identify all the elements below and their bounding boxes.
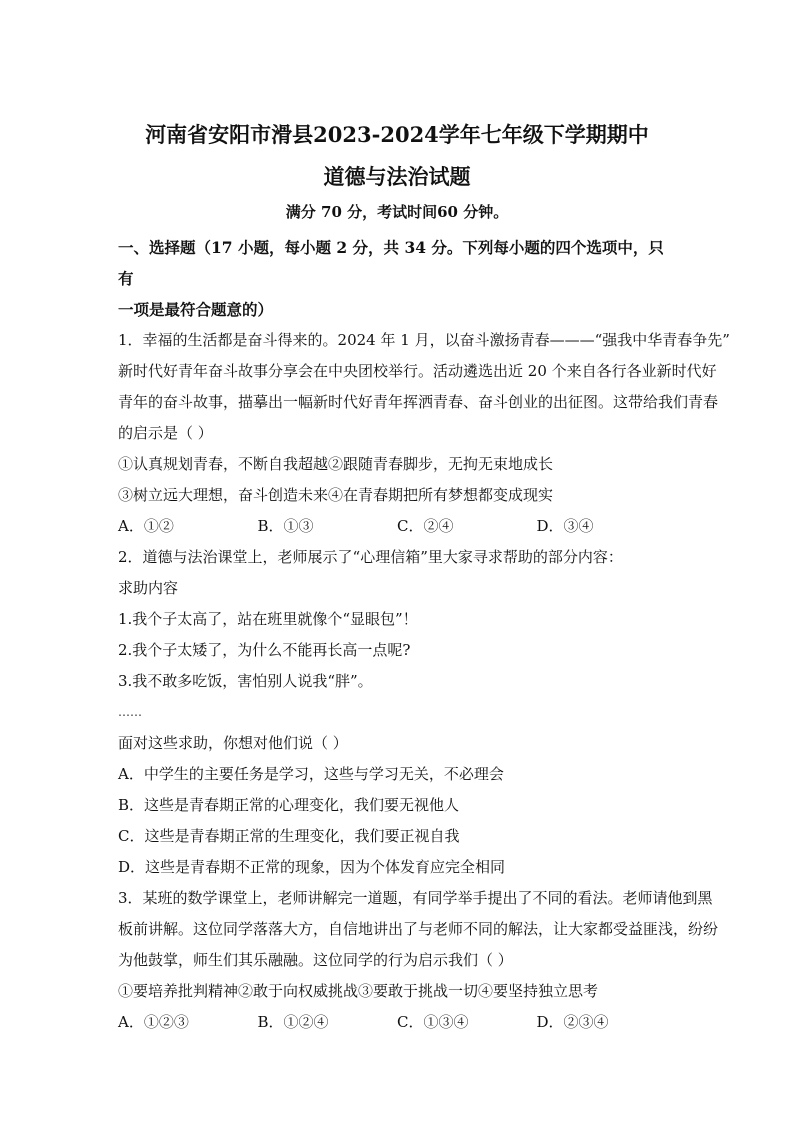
option-d: D．③④: [536, 517, 594, 535]
statement-line: ③树立远大理想，奋斗创造未来④在青春期把所有梦想都变成现实: [118, 486, 554, 504]
question-3: [118, 883, 719, 1038]
section-heading-line: 一、选择题（17 小题，每小题 2 分，共 34 分。下列每小题的四个选项中，只有: [118, 238, 664, 288]
question-stem-line: 的启示是（ ）: [118, 424, 213, 442]
question-stem-line: 青年的奋斗故事，描摹出一幅新时代好青年挥洒青春、奋斗创业的出征图。这带给我们青春: [118, 393, 719, 411]
answer-options: [118, 511, 676, 542]
section-heading-line: 一项是最符合题意的）: [118, 300, 274, 319]
option-c: C．这些是青春期正常的生理变化，我们要正视自我: [118, 827, 460, 845]
help-item: 3.我不敢多吃饭，害怕别人说我“胖”。: [118, 672, 373, 690]
ellipsis: ……: [118, 705, 142, 719]
question-prompt: 面对这些求助，你想对他们说（ ）: [118, 734, 348, 752]
option-d: D．这些是青春期不正常的现象，因为个体发育应完全相同: [118, 858, 506, 876]
option-b: B．①③: [257, 517, 314, 535]
statement-line: ①要培养批判精神②敢于向权威挑战③要敢于挑战一切④要坚持独立思考: [118, 982, 599, 1000]
option-d: D．②③④: [536, 1013, 609, 1031]
option-b: B．这些是青春期正常的心理变化，我们要无视他人: [118, 796, 460, 814]
option-a: A．中学生的主要任务是学习，这些与学习无关，不必理会: [118, 765, 504, 783]
option-b: B．①②④: [257, 1013, 329, 1031]
exam-info: 满分 70 分，考试时间60 分钟。: [285, 203, 509, 221]
question-2: [118, 542, 676, 883]
question-stem-line: 1．幸福的生活都是奋斗得来的。2024 年 1 月，以奋斗激扬青春———“强我中华青春争先”: [118, 331, 730, 349]
exam-title: 河南省安阳市滑县2023-2024学年七年级下学期期中: [145, 122, 649, 147]
subject-title: 道德与法治试题: [323, 164, 471, 189]
section-heading: [118, 232, 676, 325]
option-c: C．①③④: [397, 1013, 469, 1031]
question-stem-line: 3．某班的数学课堂上，老师讲解完一道题，有同学举手提出了不同的看法。老师请他到黑: [118, 889, 713, 907]
question-stem-line: 板前讲解。这位同学落落大方，自信地讲出了与老师不同的解法，让大家都受益匪浅，纷纷: [118, 920, 719, 938]
help-item: 1.我个子太高了，站在班里就像个“显眼包”！: [118, 610, 418, 628]
question-stem-line: 为他鼓掌，师生们其乐融融。这位同学的行为启示我们（ ）: [118, 951, 513, 969]
statement-line: ①认真规划青春，不断自我超越②跟随青春脚步，无拘无束地成长: [118, 455, 554, 473]
option-a: A．①②: [118, 517, 174, 535]
option-c: C．②④: [397, 517, 454, 535]
answer-options: [118, 1007, 676, 1038]
question-stem-line: 新时代好青年奋斗故事分享会在中央团校举行。活动遴选出近 20 个来自各行各业新时代好: [118, 362, 717, 380]
help-item: 2.我个子太矮了，为什么不能再长高一点呢?: [118, 641, 411, 659]
help-box-title: 求助内容: [118, 579, 179, 597]
option-a: A．①②③: [118, 1013, 189, 1031]
question-1: [118, 325, 730, 542]
question-stem-line: 2．道德与法治课堂上，老师展示了“心理信箱”里大家寻求帮助的部分内容：: [118, 548, 623, 566]
